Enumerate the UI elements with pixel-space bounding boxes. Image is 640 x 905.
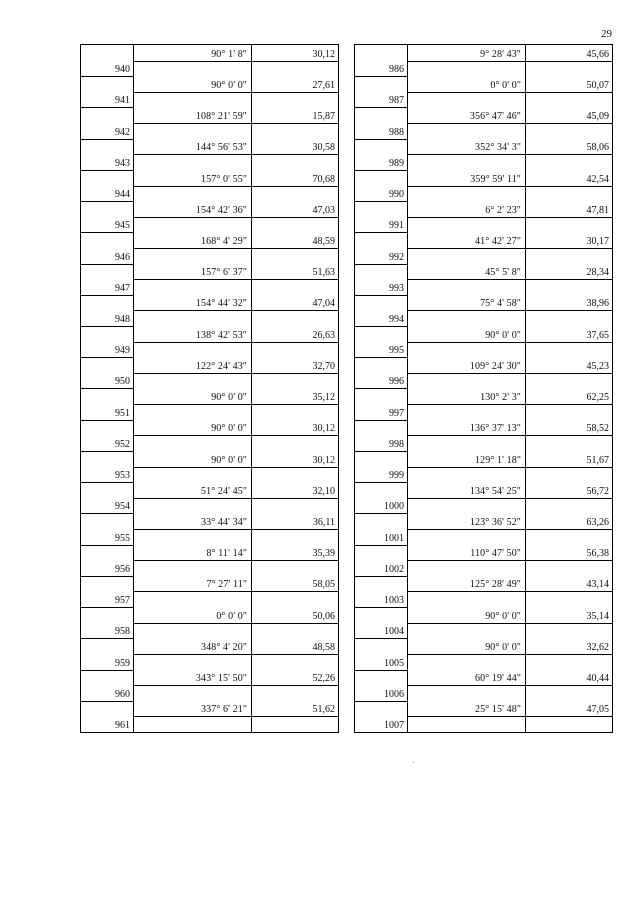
angle-cell: 157° 0' 55" xyxy=(201,173,247,185)
table-row xyxy=(81,295,338,326)
angle-cell: 0° 0' 0" xyxy=(216,610,247,622)
row-rule xyxy=(133,186,338,187)
angle-cell: 359° 59' 11" xyxy=(470,173,521,185)
point-number-cell: 986 xyxy=(389,64,404,76)
angle-cell: 348° 4' 20" xyxy=(201,641,247,653)
angle-cell: 122° 24' 43" xyxy=(195,360,247,372)
table-row xyxy=(355,264,612,295)
distance-cell: 30,12 xyxy=(312,454,335,466)
coordinates-table-left xyxy=(80,44,339,733)
point-number-cell: 997 xyxy=(389,407,404,419)
table-row xyxy=(355,701,612,732)
point-number-cell: 954 xyxy=(115,501,130,513)
row-rule xyxy=(133,217,338,218)
table-row xyxy=(81,545,338,576)
row-rule xyxy=(407,560,612,561)
distance-cell: 30,58 xyxy=(312,142,335,154)
row-rule xyxy=(407,654,612,655)
table-row xyxy=(81,482,338,513)
table-row xyxy=(81,232,338,263)
distance-cell: 63,26 xyxy=(586,517,609,529)
point-number-cell: 993 xyxy=(389,282,404,294)
point-number-cell: 942 xyxy=(115,126,130,138)
point-number-cell: 950 xyxy=(115,376,130,388)
distance-cell: 32,10 xyxy=(312,485,335,497)
distance-cell: 35,12 xyxy=(312,392,335,404)
distance-cell: 30,12 xyxy=(312,48,335,60)
angle-cell: 90° 0' 0" xyxy=(485,610,521,622)
row-rule xyxy=(407,404,612,405)
table-row xyxy=(81,638,338,669)
table-row xyxy=(355,607,612,638)
point-number-cell: 947 xyxy=(115,282,130,294)
distance-cell: 40,44 xyxy=(586,673,609,685)
angle-cell: 138° 42' 53" xyxy=(195,329,247,341)
table-row xyxy=(81,201,338,232)
angle-cell: 6° 2' 23" xyxy=(485,204,521,216)
angle-cell: 45° 5' 8" xyxy=(485,267,521,279)
angle-cell: 110° 47' 50" xyxy=(470,548,521,560)
table-row xyxy=(81,326,338,357)
table-row xyxy=(355,451,612,482)
table-row xyxy=(355,295,612,326)
distance-cell: 45,66 xyxy=(586,48,609,60)
distance-cell: 50,06 xyxy=(312,610,335,622)
row-rule xyxy=(407,498,612,499)
table-row xyxy=(81,264,338,295)
table-row xyxy=(81,139,338,170)
distance-cell: 27,61 xyxy=(312,79,335,91)
row-rule xyxy=(133,498,338,499)
distance-cell: 58,06 xyxy=(586,142,609,154)
row-rule xyxy=(407,623,612,624)
table-row xyxy=(81,701,338,732)
distance-cell: 32,70 xyxy=(312,360,335,372)
row-rule xyxy=(407,217,612,218)
row-rule xyxy=(407,435,612,436)
table-row xyxy=(355,638,612,669)
row-rule xyxy=(407,716,612,717)
distance-cell: 28,34 xyxy=(586,267,609,279)
point-number-cell: 955 xyxy=(115,532,130,544)
point-number-cell: 1007 xyxy=(384,719,404,731)
row-rule xyxy=(407,123,612,124)
table-row xyxy=(81,576,338,607)
table-row xyxy=(355,170,612,201)
table-row xyxy=(81,451,338,482)
table-row xyxy=(355,201,612,232)
angle-cell: 8° 11' 14" xyxy=(206,548,247,560)
distance-cell: 56,38 xyxy=(586,548,609,560)
angle-cell: 90° 0' 0" xyxy=(211,423,247,435)
row-rule xyxy=(133,654,338,655)
distance-cell: 37,65 xyxy=(586,329,609,341)
distance-cell: 30,12 xyxy=(312,423,335,435)
row-rule xyxy=(407,248,612,249)
point-number-cell: 943 xyxy=(115,157,130,169)
point-number-cell: 1004 xyxy=(384,626,404,638)
distance-cell: 50,07 xyxy=(586,79,609,91)
row-rule xyxy=(133,373,338,374)
distance-cell: 51,63 xyxy=(312,267,335,279)
angle-cell: 33° 44' 34" xyxy=(201,517,247,529)
angle-cell: 352° 34' 3" xyxy=(475,142,521,154)
row-rule xyxy=(407,467,612,468)
row-rule xyxy=(407,373,612,374)
point-number-cell: 945 xyxy=(115,220,130,232)
coordinates-table-right xyxy=(354,44,613,733)
point-number-cell: 951 xyxy=(115,407,130,419)
point-number-cell: 941 xyxy=(115,95,130,107)
point-number-cell: 953 xyxy=(115,470,130,482)
angle-cell: 90° 0' 0" xyxy=(485,641,521,653)
table-row xyxy=(355,45,612,76)
row-rule xyxy=(133,591,338,592)
distance-cell: 47,04 xyxy=(312,298,335,310)
table-row xyxy=(81,607,338,638)
angle-cell: 60° 19' 44" xyxy=(475,673,521,685)
angle-cell: 51° 24' 45" xyxy=(201,485,247,497)
point-number-cell: 957 xyxy=(115,595,130,607)
table-row xyxy=(355,545,612,576)
angle-cell: 337° 6' 21" xyxy=(201,704,247,716)
distance-cell: 42,54 xyxy=(586,173,609,185)
distance-cell: 45,23 xyxy=(586,360,609,372)
row-rule xyxy=(407,186,612,187)
point-number-cell: 991 xyxy=(389,220,404,232)
point-number-cell: 990 xyxy=(389,189,404,201)
distance-cell: 56,72 xyxy=(586,485,609,497)
angle-cell: 136° 37' 13" xyxy=(469,423,521,435)
angle-cell: 157° 6' 37" xyxy=(201,267,247,279)
angle-cell: 25° 15' 48" xyxy=(475,704,521,716)
angle-cell: 90° 0' 0" xyxy=(211,454,247,466)
scan-speck xyxy=(413,762,414,763)
angle-cell: 109° 24' 30" xyxy=(469,360,521,372)
distance-cell: 47,03 xyxy=(312,204,335,216)
row-rule xyxy=(407,685,612,686)
point-number-cell: 949 xyxy=(115,345,130,357)
row-rule xyxy=(133,685,338,686)
angle-cell: 7° 27' 11" xyxy=(206,579,247,591)
distance-cell: 36,11 xyxy=(312,517,335,529)
point-number-cell: 959 xyxy=(115,657,130,669)
angle-cell: 130° 2' 3" xyxy=(480,392,521,404)
angle-cell: 343° 15' 50" xyxy=(195,673,247,685)
angle-cell: 125° 28' 49" xyxy=(469,579,521,591)
angle-cell: 356° 47' 46" xyxy=(469,111,521,123)
distance-cell: 62,25 xyxy=(586,392,609,404)
angle-cell: 154° 42' 36" xyxy=(195,204,247,216)
table-row xyxy=(355,670,612,701)
row-rule xyxy=(133,560,338,561)
point-number-cell: 994 xyxy=(389,314,404,326)
distance-cell: 15,87 xyxy=(312,111,335,123)
row-rule xyxy=(133,342,338,343)
distance-cell: 48,58 xyxy=(312,641,335,653)
row-rule xyxy=(133,529,338,530)
angle-cell: 90° 1' 8" xyxy=(211,48,247,60)
row-rule xyxy=(133,623,338,624)
row-rule xyxy=(133,92,338,93)
point-number-cell: 960 xyxy=(115,688,130,700)
point-number-cell: 988 xyxy=(389,126,404,138)
angle-cell: 123° 36' 52" xyxy=(469,517,521,529)
point-number-cell: 946 xyxy=(115,251,130,263)
angle-cell: 168° 4' 29" xyxy=(201,235,247,247)
table-row xyxy=(355,76,612,107)
point-number-cell: 1003 xyxy=(384,595,404,607)
row-rule xyxy=(133,154,338,155)
row-rule xyxy=(133,467,338,468)
angle-cell: 90° 0' 0" xyxy=(485,329,521,341)
table-row xyxy=(81,357,338,388)
table-row xyxy=(81,107,338,138)
point-number-cell: 940 xyxy=(115,64,130,76)
angle-cell: 154° 44' 32" xyxy=(195,298,247,310)
point-number-cell: 948 xyxy=(115,314,130,326)
table-row xyxy=(355,357,612,388)
row-rule xyxy=(133,61,338,62)
angle-cell: 134° 54' 25" xyxy=(469,485,521,497)
point-number-cell: 996 xyxy=(389,376,404,388)
distance-cell: 58,05 xyxy=(312,579,335,591)
row-rule xyxy=(407,591,612,592)
distance-cell: 48,59 xyxy=(312,235,335,247)
point-number-cell: 1002 xyxy=(384,563,404,575)
angle-cell: 129° 1' 18" xyxy=(475,454,521,466)
distance-cell: 47,81 xyxy=(586,204,609,216)
row-rule xyxy=(133,310,338,311)
point-number-cell: 1001 xyxy=(384,532,404,544)
angle-cell: 144° 56' 53" xyxy=(195,142,247,154)
distance-cell: 30,17 xyxy=(586,235,609,247)
table-row xyxy=(355,576,612,607)
point-number-cell: 989 xyxy=(389,157,404,169)
row-rule xyxy=(407,154,612,155)
point-number-cell: 987 xyxy=(389,95,404,107)
point-number-cell: 992 xyxy=(389,251,404,263)
distance-cell: 26,63 xyxy=(312,329,335,341)
point-number-cell: 998 xyxy=(389,438,404,450)
row-rule xyxy=(407,342,612,343)
distance-cell: 51,67 xyxy=(586,454,609,466)
angle-cell: 0° 0' 0" xyxy=(490,79,521,91)
distance-cell: 43,14 xyxy=(586,579,609,591)
distance-cell: 47,05 xyxy=(586,704,609,716)
table-row xyxy=(81,670,338,701)
page-number: 29 xyxy=(601,28,612,40)
table-row xyxy=(355,232,612,263)
table-row xyxy=(81,76,338,107)
point-number-cell: 944 xyxy=(115,189,130,201)
angle-cell: 108° 21' 59" xyxy=(195,111,247,123)
distance-cell: 35,39 xyxy=(312,548,335,560)
point-number-cell: 956 xyxy=(115,563,130,575)
table-row xyxy=(81,389,338,420)
row-rule xyxy=(407,279,612,280)
row-rule xyxy=(133,716,338,717)
angle-cell: 75° 4' 58" xyxy=(480,298,521,310)
distance-cell: 52,26 xyxy=(312,673,335,685)
distance-cell: 51,62 xyxy=(312,704,335,716)
angle-cell: 90° 0' 0" xyxy=(211,392,247,404)
distance-cell: 45,09 xyxy=(586,111,609,123)
table-row xyxy=(355,326,612,357)
row-rule xyxy=(133,123,338,124)
row-rule xyxy=(133,248,338,249)
point-number-cell: 995 xyxy=(389,345,404,357)
point-number-cell: 1005 xyxy=(384,657,404,669)
table-row xyxy=(355,482,612,513)
distance-cell: 38,96 xyxy=(586,298,609,310)
table-row xyxy=(355,420,612,451)
distance-cell: 32,62 xyxy=(586,641,609,653)
row-rule xyxy=(407,529,612,530)
point-number-cell: 958 xyxy=(115,626,130,638)
angle-cell: 41° 42' 27" xyxy=(475,235,521,247)
row-rule xyxy=(133,404,338,405)
angle-cell: 90° 0' 0" xyxy=(211,79,247,91)
table-row xyxy=(355,513,612,544)
distance-cell: 58,52 xyxy=(586,423,609,435)
distance-cell: 35,14 xyxy=(586,610,609,622)
row-rule xyxy=(407,310,612,311)
row-rule xyxy=(407,92,612,93)
angle-cell: 9° 28' 43" xyxy=(480,48,521,60)
row-rule xyxy=(407,61,612,62)
row-rule xyxy=(133,279,338,280)
table-row xyxy=(81,420,338,451)
table-row xyxy=(81,513,338,544)
point-number-cell: 999 xyxy=(389,470,404,482)
row-rule xyxy=(133,435,338,436)
point-number-cell: 1006 xyxy=(384,688,404,700)
table-row xyxy=(81,170,338,201)
point-number-cell: 952 xyxy=(115,438,130,450)
point-number-cell: 961 xyxy=(115,719,130,731)
distance-cell: 70,68 xyxy=(312,173,335,185)
table-row xyxy=(355,389,612,420)
table-row xyxy=(81,45,338,76)
point-number-cell: 1000 xyxy=(384,501,404,513)
table-row xyxy=(355,139,612,170)
table-row xyxy=(355,107,612,138)
